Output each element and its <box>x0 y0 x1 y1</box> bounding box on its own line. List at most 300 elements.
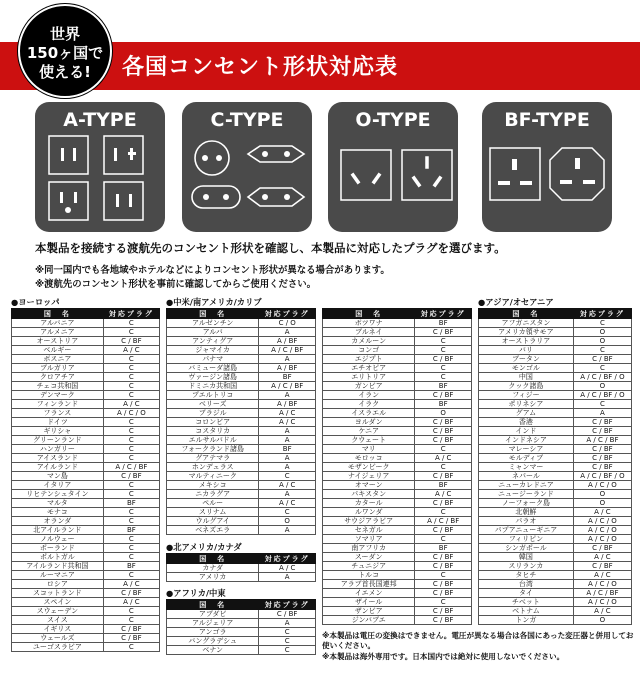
country-cell: コロンビア <box>167 418 259 427</box>
country-cell: スコットランド <box>12 589 104 598</box>
plug-cell: C <box>103 328 159 337</box>
table-row <box>479 454 632 463</box>
table-row <box>167 337 316 346</box>
plug-cell: A / C / BF <box>573 589 631 598</box>
country-cell: インド <box>479 427 574 436</box>
country-cell: ヴァージン諸島 <box>167 373 259 382</box>
plug-cell: A / C / O <box>573 598 631 607</box>
country-cell: 北アイルランド <box>12 526 104 535</box>
table-row <box>479 472 632 481</box>
plug-cell: C <box>103 355 159 364</box>
column-header-plug: 対応プラグ <box>259 309 316 319</box>
plug-cell: C <box>259 628 316 637</box>
table-row <box>167 418 316 427</box>
plug-cell: A / C / O <box>573 517 631 526</box>
plug-cell: A <box>259 463 316 472</box>
table-row <box>12 436 160 445</box>
plug-cell: C <box>103 454 159 463</box>
country-table-africa-middle-east <box>322 308 472 625</box>
plug-cell: O <box>573 337 631 346</box>
a-type-socket-icon <box>35 102 165 232</box>
country-cell: マルティニーク <box>167 472 259 481</box>
plug-cell: C <box>103 508 159 517</box>
country-cell: クウェート <box>323 436 415 445</box>
column-header-plug: 対応プラグ <box>103 309 159 319</box>
table-row <box>323 517 472 526</box>
plug-cell: A / C / BF / O <box>573 472 631 481</box>
plug-cell: C / BF <box>415 499 472 508</box>
table-row <box>12 607 160 616</box>
plug-cell: A <box>259 427 316 436</box>
plug-cell: C <box>103 436 159 445</box>
table-row <box>323 427 472 436</box>
table-row <box>12 589 160 598</box>
country-cell: グリーンランド <box>12 436 104 445</box>
table-row <box>167 328 316 337</box>
table-row <box>167 373 316 382</box>
country-cell: 台湾 <box>479 580 574 589</box>
table-row <box>12 625 160 634</box>
table-row <box>479 589 632 598</box>
column-header-country: 国 名 <box>479 309 574 319</box>
table-row <box>167 573 316 582</box>
country-cell: グアテマラ <box>167 454 259 463</box>
region-title-africa: ●アフリカ/中東 <box>166 588 226 598</box>
table-row <box>167 637 316 646</box>
plug-cell: A / C <box>103 346 159 355</box>
country-cell: ポリネシア <box>479 400 574 409</box>
plug-cell: C <box>259 646 316 655</box>
plug-cell: A / C / BF <box>415 517 472 526</box>
plug-cell: A / C <box>415 454 472 463</box>
country-cell: オーストリア <box>12 337 104 346</box>
country-cell: ドイツ <box>12 418 104 427</box>
country-cell: 韓国 <box>479 553 574 562</box>
region-title-north-america: ●北アメリカ/カナダ <box>166 542 242 552</box>
table-row <box>12 409 160 418</box>
table-row <box>12 580 160 589</box>
country-cell: ザンビア <box>323 607 415 616</box>
plug-cell: C <box>573 319 631 328</box>
country-cell: 中国 <box>479 373 574 382</box>
table-row <box>479 598 632 607</box>
country-cell: オランダ <box>12 517 104 526</box>
table-row <box>323 535 472 544</box>
country-cell: モナコ <box>12 508 104 517</box>
country-cell: アルバ <box>167 328 259 337</box>
plug-cell: C / BF <box>415 472 472 481</box>
plug-cell: BF <box>415 400 472 409</box>
country-cell: ニューカレドニア <box>479 481 574 490</box>
country-cell: イラク <box>323 400 415 409</box>
plug-cell: C <box>415 508 472 517</box>
country-cell: アメリカ <box>167 573 259 582</box>
plug-cell: A / C <box>103 580 159 589</box>
table-row <box>479 400 632 409</box>
country-cell: 南アフリカ <box>323 544 415 553</box>
country-cell: ニカラグア <box>167 490 259 499</box>
plug-cell: C <box>259 472 316 481</box>
country-cell: バミューダ諸島 <box>167 364 259 373</box>
plug-cell: BF <box>103 562 159 571</box>
plug-cell: C <box>103 607 159 616</box>
table-row <box>323 598 472 607</box>
plug-cell: C <box>103 391 159 400</box>
country-cell: タヒチ <box>479 571 574 580</box>
table-row <box>12 382 160 391</box>
country-table-europe <box>11 308 160 652</box>
country-cell: フィジー <box>479 391 574 400</box>
country-cell: ジンバブエ <box>323 616 415 625</box>
plug-cell: BF <box>415 382 472 391</box>
country-cell: カメルーン <box>323 337 415 346</box>
country-cell: チベット <box>479 598 574 607</box>
region-title-europe: ●ヨーロッパ <box>11 297 60 307</box>
table-row <box>167 409 316 418</box>
table-row <box>479 364 632 373</box>
plug-cell: A / C / BF <box>259 346 316 355</box>
plug-cell: A / C <box>259 499 316 508</box>
country-cell: ボツワナ <box>323 319 415 328</box>
country-cell: アイルランド <box>12 463 104 472</box>
plug-cell: A <box>259 454 316 463</box>
column-header-plug: 対応プラグ <box>259 600 316 610</box>
plug-cell: BF <box>103 499 159 508</box>
table-row <box>167 490 316 499</box>
country-cell: パプアニューギニア <box>479 526 574 535</box>
country-cell: アンゴラ <box>167 628 259 637</box>
country-cell: フィンランド <box>12 400 104 409</box>
table-row <box>12 391 160 400</box>
table-row <box>479 562 632 571</box>
country-cell: ブータン <box>479 355 574 364</box>
plug-cell: C <box>103 319 159 328</box>
country-cell: サウジアラビア <box>323 517 415 526</box>
table-row <box>12 634 160 643</box>
plug-card-o-type <box>328 102 458 232</box>
table-row <box>323 355 472 364</box>
bf-type-socket-icon <box>482 102 612 232</box>
country-cell: イラン <box>323 391 415 400</box>
plug-cell: A / C <box>573 508 631 517</box>
plug-cell: C <box>259 508 316 517</box>
country-table-africa <box>166 599 316 655</box>
table-row <box>12 508 160 517</box>
country-cell: ポルトガル <box>12 553 104 562</box>
country-cell: カナダ <box>167 564 259 573</box>
plug-cell: A / C / O <box>573 526 631 535</box>
column-header-country: 国 名 <box>167 554 259 564</box>
country-cell: ホンデュラス <box>167 463 259 472</box>
plug-cell: C / BF <box>103 634 159 643</box>
table-row <box>323 607 472 616</box>
table-row <box>167 364 316 373</box>
plug-cell: A / C / BF / O <box>573 391 631 400</box>
plug-cell: C <box>103 571 159 580</box>
plug-cell: A / BF <box>259 400 316 409</box>
table-row <box>167 472 316 481</box>
column-header-country: 国 名 <box>167 309 259 319</box>
country-cell: スリランカ <box>479 562 574 571</box>
table-row <box>479 544 632 553</box>
plug-cell: BF <box>259 445 316 454</box>
table-row <box>479 463 632 472</box>
table-row <box>12 373 160 382</box>
plug-cell: C / BF <box>415 418 472 427</box>
table-row <box>323 454 472 463</box>
country-cell: マン島 <box>12 472 104 481</box>
country-cell: ブラジル <box>167 409 259 418</box>
table-row <box>167 508 316 517</box>
table-row <box>167 436 316 445</box>
table-row <box>167 564 316 573</box>
plug-cell: C <box>103 373 159 382</box>
plug-cell: C / BF <box>415 580 472 589</box>
country-cell: クック諸島 <box>479 382 574 391</box>
country-cell: トンガ <box>479 616 574 625</box>
table-row <box>323 571 472 580</box>
plug-cell: A <box>259 619 316 628</box>
country-cell: エチオピア <box>323 364 415 373</box>
c-type-socket-icon <box>182 102 312 232</box>
country-cell: ハンガリー <box>12 445 104 454</box>
plug-cell: BF <box>415 544 472 553</box>
plug-cell: A / C / BF / O <box>573 373 631 382</box>
plug-cell: A / BF <box>259 337 316 346</box>
plug-cell: C / BF <box>103 625 159 634</box>
country-cell: ベリーズ <box>167 400 259 409</box>
country-cell: イスラエル <box>323 409 415 418</box>
table-row <box>12 544 160 553</box>
column-header-country: 国 名 <box>167 600 259 610</box>
country-cell: ルワンダ <box>323 508 415 517</box>
table-row <box>479 427 632 436</box>
country-cell: タイ <box>479 589 574 598</box>
country-cell: アルバニア <box>12 319 104 328</box>
table-row <box>479 580 632 589</box>
country-cell: 香港 <box>479 418 574 427</box>
country-cell: ノルウェー <box>12 535 104 544</box>
table-row <box>479 616 632 625</box>
country-cell: ウルグアイ <box>167 517 259 526</box>
table-row <box>323 526 472 535</box>
table-row <box>479 535 632 544</box>
plug-cell: C / BF <box>573 427 631 436</box>
plug-cell: C <box>415 445 472 454</box>
table-row <box>479 517 632 526</box>
table-row <box>479 391 632 400</box>
badge-line: 使える! <box>39 63 91 81</box>
plug-cell: O <box>573 499 631 508</box>
table-row <box>323 562 472 571</box>
table-row <box>167 619 316 628</box>
country-cell: デンマーク <box>12 391 104 400</box>
plug-cell: C / BF <box>573 544 631 553</box>
country-cell: ユーゴスラビア <box>12 643 104 652</box>
plug-cell: A <box>259 328 316 337</box>
table-row <box>323 499 472 508</box>
country-cell: クロアチア <box>12 373 104 382</box>
country-cell: ウェールズ <box>12 634 104 643</box>
country-cell: アルジェリア <box>167 619 259 628</box>
table-row <box>12 526 160 535</box>
plug-cell: C <box>415 571 472 580</box>
country-cell: スリナム <box>167 508 259 517</box>
plug-cell: A / C <box>259 418 316 427</box>
country-cell: ソマリア <box>323 535 415 544</box>
country-cell: ブルネイ <box>323 328 415 337</box>
table-row <box>479 499 632 508</box>
country-cell: フォークランド諸島 <box>167 445 259 454</box>
table-row <box>323 580 472 589</box>
country-cell: オーストラリア <box>479 337 574 346</box>
table-row <box>479 373 632 382</box>
plug-cell: C <box>103 643 159 652</box>
plug-cell: O <box>573 382 631 391</box>
plug-cell: C <box>103 418 159 427</box>
plug-cell: C / BF <box>415 616 472 625</box>
country-cell: イタリア <box>12 481 104 490</box>
country-cell: ベナン <box>167 646 259 655</box>
table-row <box>323 481 472 490</box>
table-row <box>167 526 316 535</box>
plug-cell: A / C / O <box>103 409 159 418</box>
plug-cell: A / C / BF <box>103 463 159 472</box>
table-row <box>323 373 472 382</box>
plug-cell: A <box>259 526 316 535</box>
plug-cell: BF <box>415 319 472 328</box>
country-cell: バリ <box>479 346 574 355</box>
country-cell: ベトナム <box>479 607 574 616</box>
plug-cell: C <box>415 373 472 382</box>
table-row <box>479 481 632 490</box>
country-cell: パナマ <box>167 355 259 364</box>
plug-cell: A / C / BF <box>573 436 631 445</box>
table-row <box>167 427 316 436</box>
country-cell: コンゴ <box>323 346 415 355</box>
table-row <box>167 382 316 391</box>
country-cell: ルーマニア <box>12 571 104 580</box>
country-cell: アルメニア <box>12 328 104 337</box>
region-title-latam: ●中米/南アメリカ/カリブ <box>166 297 262 307</box>
plug-cell: C / BF <box>259 610 316 619</box>
plug-cell: C / BF <box>415 391 472 400</box>
country-cell: アフガニスタン <box>479 319 574 328</box>
country-cell: ガンビア <box>323 382 415 391</box>
table-row <box>323 400 472 409</box>
badge-line: 150ヶ国で <box>26 44 104 62</box>
plug-cell: C <box>103 535 159 544</box>
plug-cell: C / BF <box>103 589 159 598</box>
table-row <box>12 535 160 544</box>
country-cell: ロシア <box>12 580 104 589</box>
table-row <box>479 553 632 562</box>
country-cell: メキシコ <box>167 481 259 490</box>
country-cell: アンティグア <box>167 337 259 346</box>
plug-cell: C <box>103 490 159 499</box>
table-row <box>479 571 632 580</box>
footnote-voltage: ※本製品は電圧の変換はできません。電圧が異なる場合は各国にあった変圧器と併用してお使いください。 <box>322 631 634 650</box>
table-row <box>12 328 160 337</box>
plug-type-label: BF-TYPE <box>504 109 590 131</box>
plug-cell: A / BF <box>259 364 316 373</box>
table-row <box>12 598 160 607</box>
plug-type-label: C-TYPE <box>210 109 284 131</box>
table-row <box>323 346 472 355</box>
column-header-plug: 対応プラグ <box>415 309 472 319</box>
table-row <box>323 544 472 553</box>
country-cell: マリ <box>323 445 415 454</box>
country-cell: アイルランド共和国 <box>12 562 104 571</box>
country-cell: フランス <box>12 409 104 418</box>
country-cell: ナイジェリア <box>323 472 415 481</box>
table-row <box>323 436 472 445</box>
table-row <box>323 490 472 499</box>
table-row <box>12 319 160 328</box>
country-cell: フィリピン <box>479 535 574 544</box>
country-table-asia <box>478 308 632 625</box>
plug-cell: C <box>103 382 159 391</box>
table-row <box>479 436 632 445</box>
country-cell: グアム <box>479 409 574 418</box>
plug-cell: O <box>259 517 316 526</box>
column-header-plug: 対応プラグ <box>573 309 631 319</box>
region-title-asia: ●アジア/オセアニア <box>478 297 554 307</box>
plug-cell: A / C / O <box>573 580 631 589</box>
table-row <box>479 319 632 328</box>
table-row <box>323 382 472 391</box>
country-cell: ベネズエラ <box>167 526 259 535</box>
table-row <box>167 610 316 619</box>
table-row <box>12 346 160 355</box>
table-row <box>12 481 160 490</box>
plug-cell: C / BF <box>573 418 631 427</box>
table-row <box>479 409 632 418</box>
plug-cell: C <box>415 346 472 355</box>
table-row <box>167 454 316 463</box>
country-cell: ネパール <box>479 472 574 481</box>
country-cell: アメリカ領サモア <box>479 328 574 337</box>
plug-cell: C / BF <box>415 526 472 535</box>
country-cell: イエメン <box>323 589 415 598</box>
table-row <box>323 328 472 337</box>
table-row <box>12 445 160 454</box>
plug-cell: A / C <box>573 571 631 580</box>
o-type-socket-icon <box>328 102 458 232</box>
plug-cell: C <box>415 463 472 472</box>
table-row <box>12 400 160 409</box>
plug-cell: C / BF <box>103 337 159 346</box>
table-row <box>479 526 632 535</box>
plug-cell: C / BF <box>415 607 472 616</box>
plug-cell: C / BF <box>415 328 472 337</box>
column-header-plug: 対応プラグ <box>259 554 316 564</box>
country-cell: ジャマイカ <box>167 346 259 355</box>
plug-cell: A / C <box>259 481 316 490</box>
plug-cell: C / BF <box>415 436 472 445</box>
plug-cell: A / C <box>259 564 316 573</box>
country-cell: アブダビ <box>167 610 259 619</box>
table-row <box>323 553 472 562</box>
plug-cell: C <box>103 544 159 553</box>
footnote-overseas: ※本製品は海外専用です。日本国内では絶対に使用しないでください。 <box>322 652 565 661</box>
country-cell: コスタリカ <box>167 427 259 436</box>
plug-cell: C / BF <box>415 553 472 562</box>
country-cell: カタール <box>323 499 415 508</box>
plug-cell: C <box>573 400 631 409</box>
country-table-latam <box>166 308 316 535</box>
plug-cell: BF <box>259 373 316 382</box>
